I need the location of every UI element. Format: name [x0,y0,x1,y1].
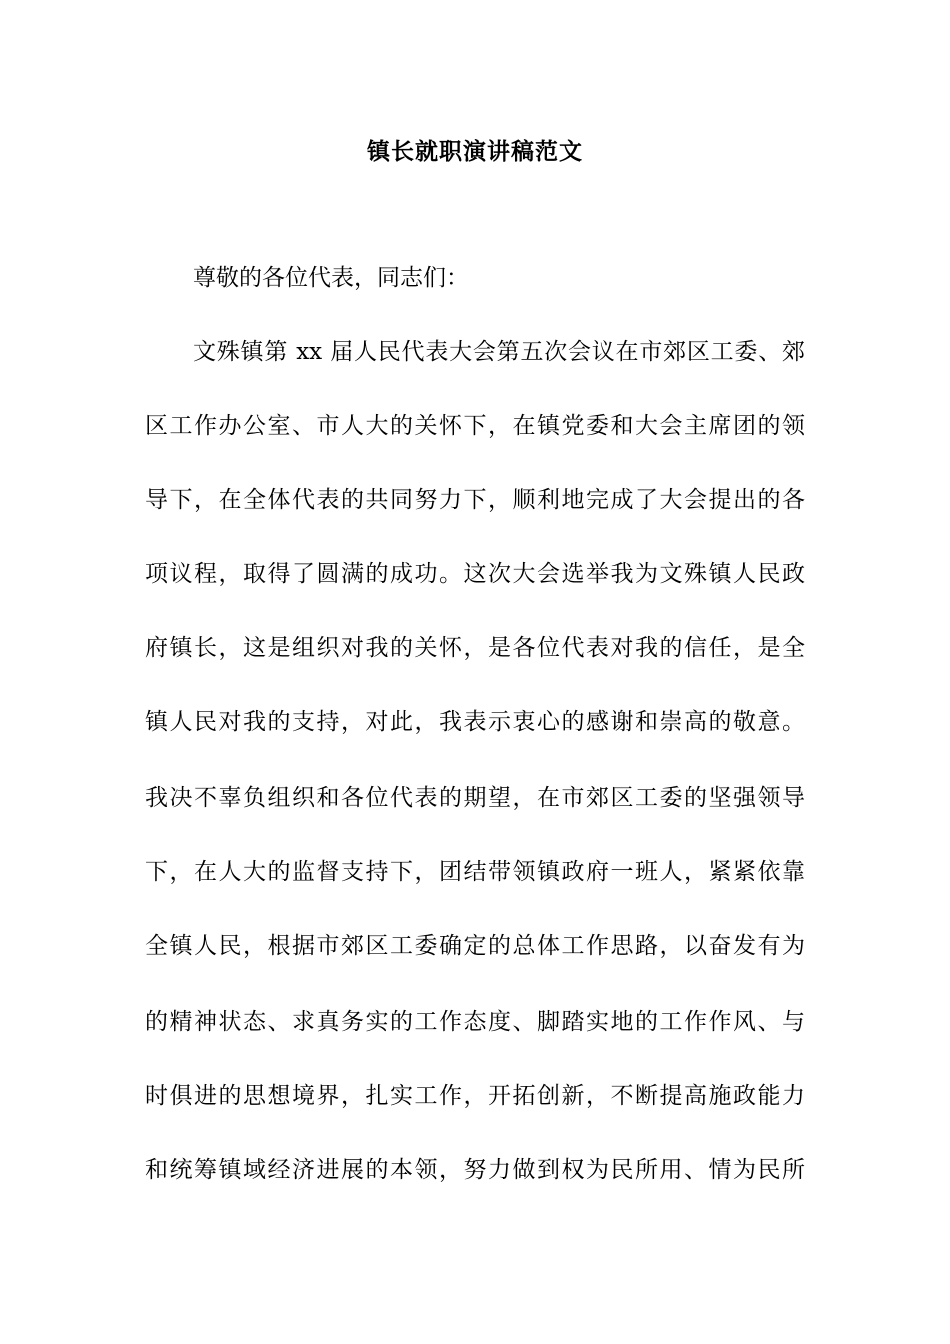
body-line: 项议程，取得了圆满的成功。这次大会选举我为文殊镇人民政 [145,561,805,587]
body-line: 文殊镇第 xx 届人民代表大会第五次会议在市郊区工委、郊 [193,339,805,365]
body-line: 时俱进的思想境界，扎实工作，开拓创新，不断提高施政能力 [145,1083,805,1109]
body-line: 全镇人民，根据市郊区工委确定的总体工作思路，以奋发有为 [145,933,805,959]
document-title: 镇长就职演讲稿范文 [367,138,583,165]
salutation: 尊敬的各位代表，同志们： [193,265,469,291]
body-line: 和统筹镇域经济进展的本领，努力做到权为民所用、情为民所 [145,1157,805,1183]
body-line: 我决不辜负组织和各位代表的期望，在市郊区工委的坚强领导 [145,785,805,811]
body-line: 镇人民对我的支持，对此，我表示衷心的感谢和崇高的敬意。 [145,709,805,735]
body-line: 导下，在全体代表的共同努力下，顺利地完成了大会提出的各 [145,487,805,513]
body-line: 的精神状态、求真务实的工作态度、脚踏实地的工作作风、与 [145,1009,805,1035]
body-line: 府镇长，这是组织对我的关怀，是各位代表对我的信任，是全 [145,635,805,661]
body-line: 区工作办公室、市人大的关怀下，在镇党委和大会主席团的领 [145,413,805,439]
body-line: 下，在人大的监督支持下，团结带领镇政府一班人，紧紧依靠 [145,859,805,885]
